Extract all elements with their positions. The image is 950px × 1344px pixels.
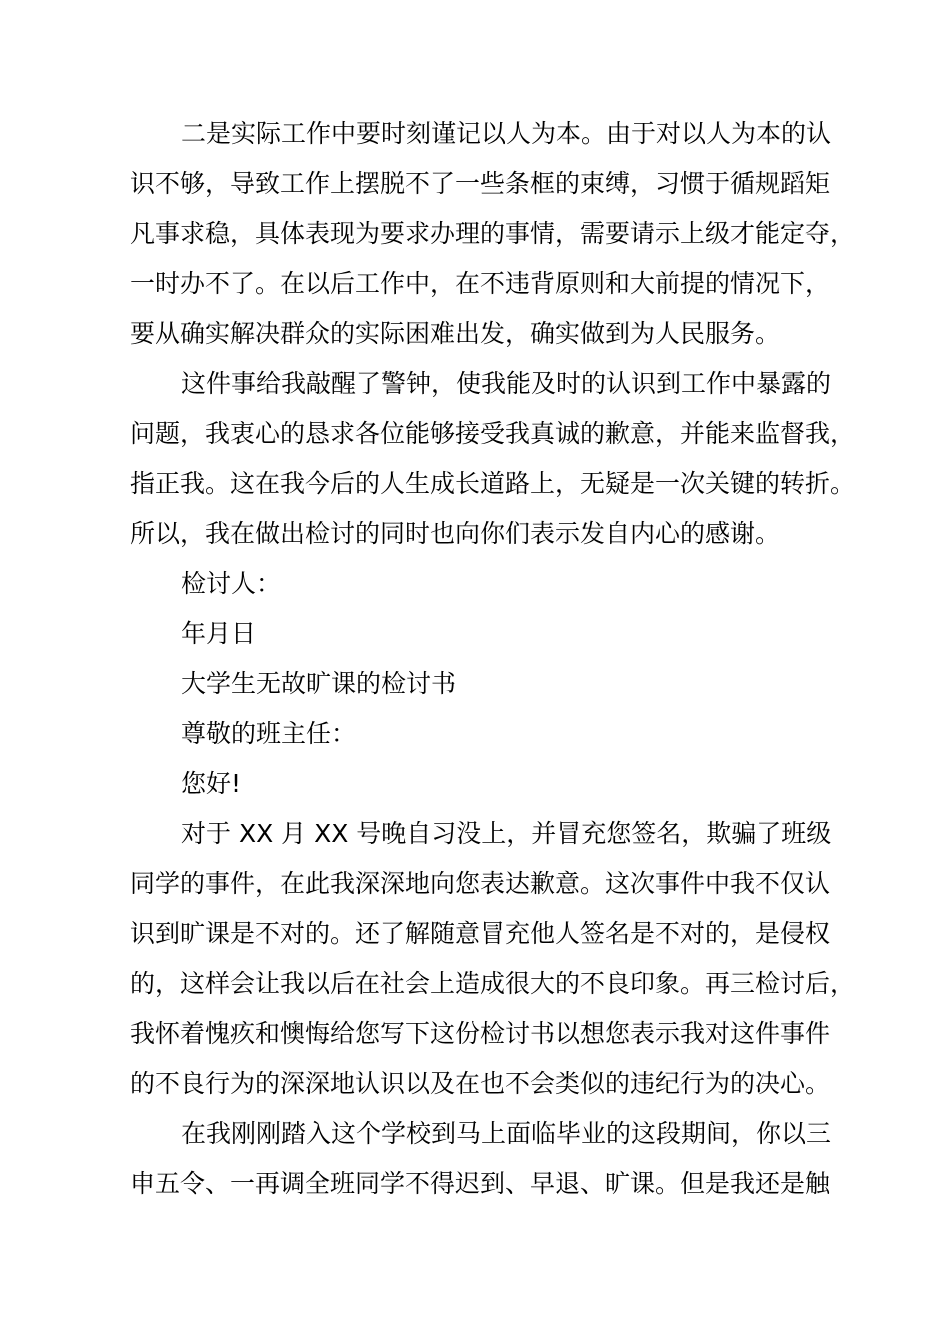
text-line: 一时办不了。在以后工作中，在不违背原则和大前提的情况下， <box>130 269 831 298</box>
greeting: 您好! <box>181 769 242 798</box>
section-title: 大学生无故旷课的检讨书 <box>181 669 457 698</box>
text-line: 二是实际工作中要时刻谨记以人为本。由于对以人为本的认 <box>181 119 832 148</box>
text-line: 识到旷课是不对的。还了解随意冒充他人签名是不对的，是侵权 <box>130 919 831 948</box>
text-line: 同学的事件，在此我深深地向您表达歉意。这次事件中我不仅认 <box>130 869 831 898</box>
text-line: 我怀着愧疚和懊悔给您写下这份检讨书以想您表示我对这件事件 <box>130 1019 831 1048</box>
text-line: 对于 XX 月 XX 号晚自习没上，并冒充您签名，欺骗了班级 <box>181 819 832 848</box>
text-line: 的不良行为的深深地认识以及在也不会类似的违纪行为的决心。 <box>130 1069 831 1098</box>
text-line: 要从确实解决群众的实际困难出发，确实做到为人民服务。 <box>130 319 781 348</box>
text-line: 在我刚刚踏入这个学校到马上面临毕业的这段期间，你以三 <box>181 1119 832 1148</box>
signature-label: 检讨人： <box>181 569 282 598</box>
text-line: 申五令、一再调全班同学不得迟到、早退、旷课。但是我还是触 <box>130 1169 831 1198</box>
text-line: 问题，我衷心的恳求各位能够接受我真诚的歉意，并能来监督我， <box>130 419 856 448</box>
text-line: 识不够，导致工作上摆脱不了一些条框的束缚，习惯于循规蹈矩 <box>130 169 831 198</box>
salutation: 尊敬的班主任： <box>181 719 357 748</box>
text-line: 的，这样会让我以后在社会上造成很大的不良印象。再三检讨后， <box>130 969 856 998</box>
text-line: 指正我。这在我今后的人生成长道路上，无疑是一次关键的转折。 <box>130 469 856 498</box>
text-line: 这件事给我敲醒了警钟，使我能及时的认识到工作中暴露的 <box>181 369 832 398</box>
date-label: 年月日 <box>181 619 257 648</box>
text-line: 所以，我在做出检讨的同时也向你们表示发自内心的感谢。 <box>130 519 781 548</box>
text-line: 凡事求稳，具体表现为要求办理的事情，需要请示上级才能定夺， <box>130 219 856 248</box>
